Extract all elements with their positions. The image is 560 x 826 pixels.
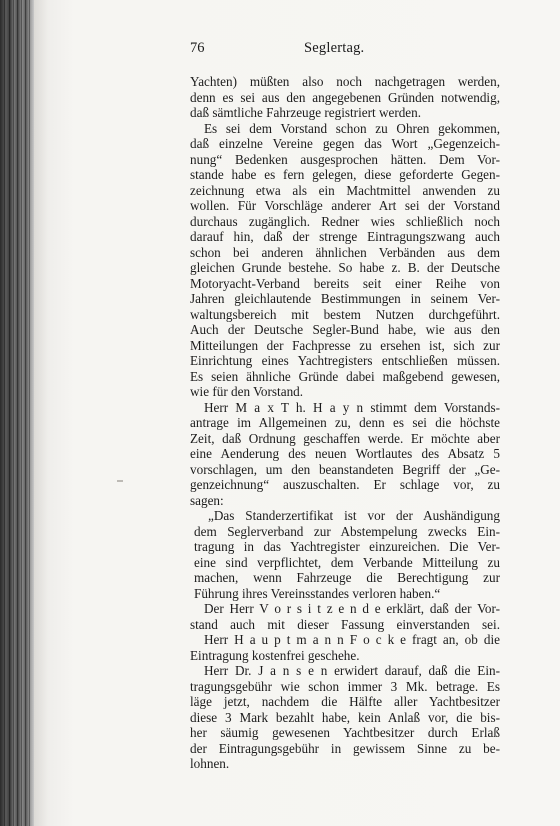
text-line: gleichen Grunde bestehe. So habe z. B. der Deutsche (190, 260, 500, 275)
text-line: wollen. Für Vorschläge anderer Art sei der Vorstand (190, 198, 500, 213)
text-line: „Das Standerzertifikat ist vor der Aushändigung (208, 508, 500, 523)
text-line: schon bei anderen ähnlichen Verbänden aus dem (190, 244, 500, 260)
text-line: Herr Dr. J a n s e n erwidert darauf, daß die Ein- (204, 663, 500, 678)
text-line: tragungsgebühr wie schon immer 3 Mk. betrage. Es (190, 678, 500, 694)
text-line: zeichnung etwa als ein Machtmittel anwenden zu (190, 182, 500, 198)
text-line: darauf hin, daß der strenge Eintragungszwang auch (190, 229, 500, 244)
text-line: Einrichtung eines Yachtregisters entschließen müssen. (190, 353, 500, 368)
text-line: Zeit, daß Ordnung geschaffen werde. Er möchte aber (190, 430, 500, 446)
text-line: tragung in das Yachtregister einzureichen. Die Ver- (194, 539, 500, 554)
text-line: daß sämtliche Fahrzeuge registriert werden. (190, 105, 422, 120)
text-line: Jahren gleichlautende Bestimmungen in seinem Ver- (190, 291, 500, 306)
text-line: wie für den Vorstand. (190, 384, 304, 399)
text-line: Yachten) müßten also noch nachgetragen werden, (190, 74, 500, 89)
text-line: her säumig gewesenen Yachtbesitzer durch Erlaß (190, 725, 500, 740)
text-line: genzeichnung“ auszuschalten. Er schlage vor, zu (190, 477, 500, 492)
text-line: Es seien ähnliche Gründe dabei maßgebend gewesen, (190, 368, 500, 384)
text-line: Mitteilungen der Fachpresse zu ersehen ist, sich zur (190, 337, 500, 353)
running-head: Seglertag. (304, 40, 365, 56)
text-line: läge jetzt, nachdem die Hälfte aller Yachtbesitzer (190, 694, 500, 709)
page-header (190, 40, 520, 60)
text-line: machen, wenn Fahrzeuge die Berechtigung zur (194, 570, 500, 585)
text-line: eine sind verpflichtet, dem Verbande Mitteilung zu (194, 554, 500, 570)
text-line: Herr H a u p t m a n n F o c k e fragt an, ob die (204, 632, 500, 647)
body-text (190, 74, 500, 772)
text-line: daß einzelne Vereine gegen das Wort „Gegenzeich- (190, 136, 500, 151)
text-line: diese 3 Mark bezahlt habe, kein Anlaß vor, die bis- (190, 709, 500, 725)
text-line: Auch der Deutsche Segler-Bund habe, wie aus den (190, 322, 500, 337)
text-line: vorschlagen, um den beanstandeten Begriff der „Ge- (190, 461, 500, 477)
text-line: denn es sei aus den angegebenen Gründen notwendig, (190, 89, 500, 105)
text-line: Es sei dem Vorstand schon zu Ohren gekommen, (204, 120, 500, 136)
text-line: waltungsbereich mit bestem Nutzen durchgeführt. (190, 306, 500, 322)
book-spine (0, 0, 34, 826)
text-line: Der Herr V o r s i t z e n d e erklärt, daß der Vor- (204, 601, 500, 616)
margin-mark (117, 480, 123, 482)
text-line: Motoryacht-Verband bereits seit einer Reihe von (190, 275, 500, 291)
text-line: lohnen. (190, 756, 230, 771)
text-line: Herr M a x T h. H a y n stimmt dem Vorstands- (204, 399, 500, 415)
text-line: nung“ Bedenken ausgesprochen hätten. Dem Vor- (190, 151, 500, 167)
text-line: sagen: (190, 492, 224, 508)
text-line: stande habe es fern gelegen, diese geforderte Gegen- (190, 167, 500, 182)
text-line: Führung ihres Vereinsstandes verloren haben.“ (194, 585, 441, 601)
text-line: Eintragung kostenfrei geschehe. (190, 647, 360, 663)
text-line: der Eintragungsgebühr in gewissem Sinne zu be- (190, 740, 500, 756)
page-number: 76 (190, 40, 205, 56)
text-line: dem Seglerverband zur Abstempelung zwecks Ein- (194, 523, 500, 539)
text-line: durchaus zugänglich. Redner wies schließlich noch (190, 213, 500, 229)
text-line: antrage im Allgemeinen zu, denn es sei die höchste (190, 415, 500, 430)
text-line: stand auch mit dieser Fassung einverstanden sei. (190, 616, 500, 632)
text-line: eine Aenderung des neuen Wortlautes des Absatz 5 (190, 446, 500, 461)
